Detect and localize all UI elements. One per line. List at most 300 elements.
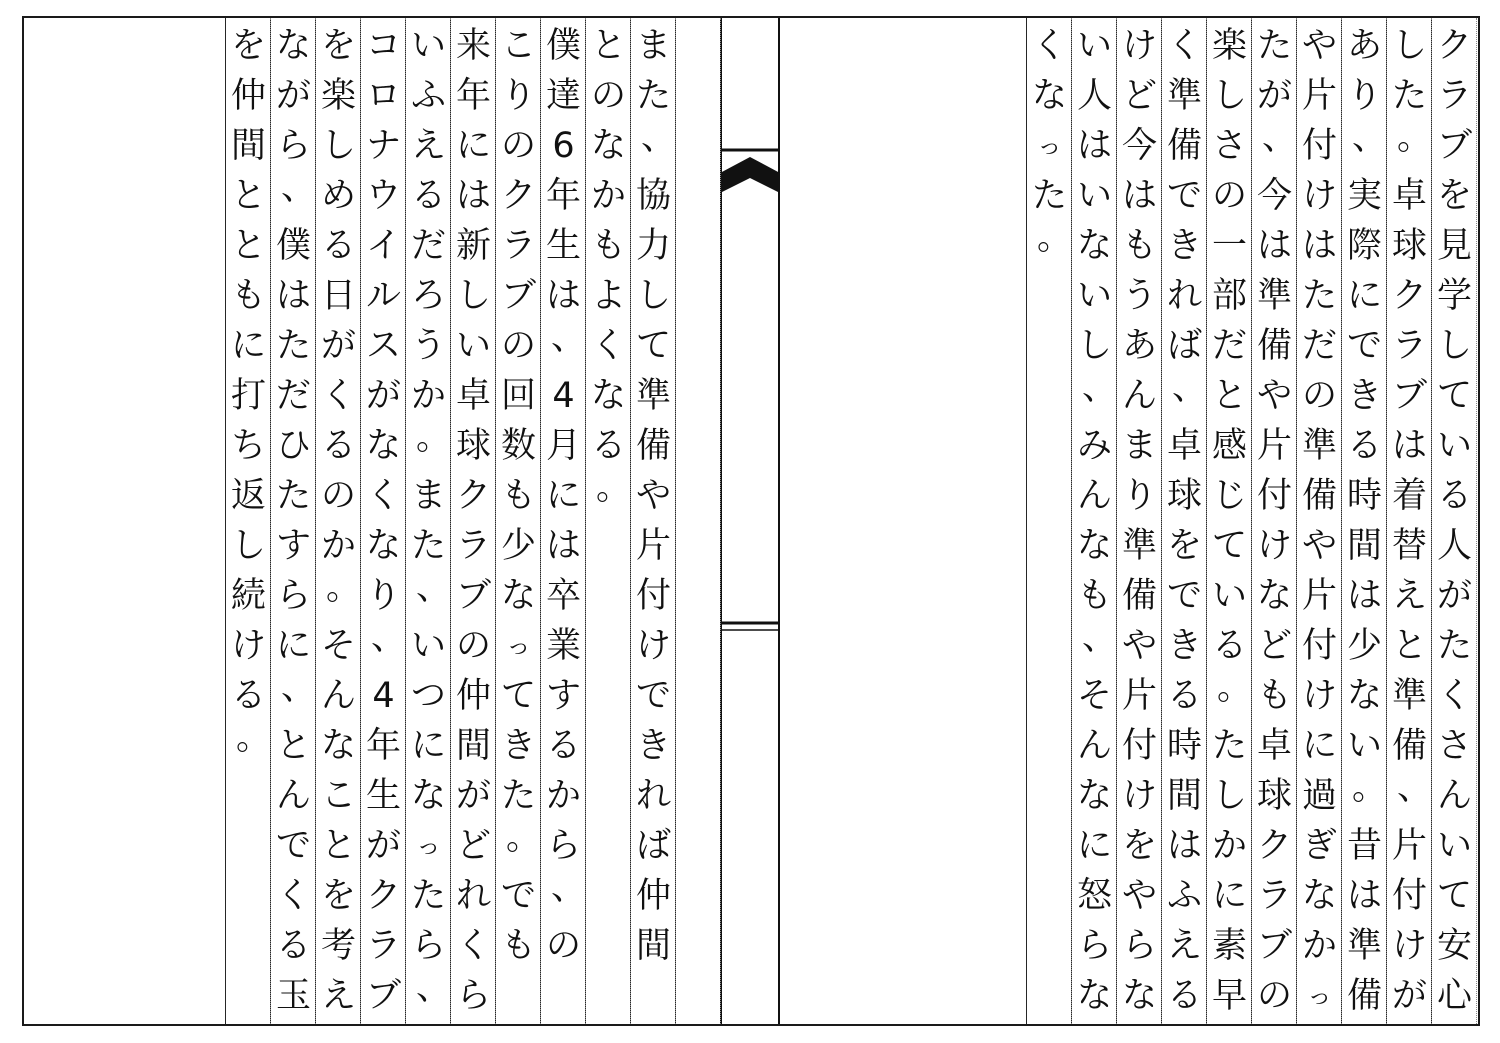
manuscript-cell: が	[1436, 575, 1472, 616]
manuscript-cell: け	[635, 625, 671, 666]
manuscript-cell: し	[1211, 775, 1247, 816]
manuscript-cell: に	[410, 725, 446, 766]
manuscript-cell: な	[500, 575, 536, 616]
manuscript-cell: り	[1121, 475, 1157, 516]
manuscript-cell: ロ	[365, 75, 401, 116]
manuscript-cell: く	[1436, 675, 1472, 716]
manuscript-cell: ぎ	[1301, 825, 1337, 866]
manuscript-cell: 球	[1166, 475, 1202, 516]
manuscript-cell: け	[1301, 175, 1337, 216]
manuscript-cell: そ	[1076, 675, 1112, 716]
manuscript-cell: も	[500, 925, 536, 966]
manuscript-cell: は	[545, 525, 581, 566]
manuscript-cell	[676, 271, 721, 321]
manuscript-cell: に	[230, 325, 266, 366]
manuscript-cell: 片	[1256, 425, 1292, 466]
manuscript-cell: た	[275, 475, 311, 516]
manuscript-cell: 備	[1346, 975, 1382, 1016]
manuscript-cell: し	[1436, 325, 1472, 366]
manuscript-cell: で	[1166, 575, 1202, 616]
manuscript-cell: こ	[320, 775, 356, 816]
manuscript-cell	[226, 921, 271, 971]
manuscript-cell: い	[1076, 175, 1112, 216]
manuscript-cell: た	[1031, 175, 1067, 216]
manuscript-cell: え	[320, 975, 356, 1016]
manuscript-cell: る	[1436, 475, 1472, 516]
manuscript-cell: け	[1391, 925, 1427, 966]
manuscript-cell: ラ	[500, 225, 536, 266]
manuscript-cell	[496, 971, 541, 1021]
manuscript-cell: た	[1211, 725, 1247, 766]
manuscript-cell: り	[365, 575, 401, 616]
manuscript-cell: 着	[1391, 475, 1427, 516]
manuscript-cell: ラ	[1256, 875, 1292, 916]
manuscript-cell: の	[1211, 175, 1247, 216]
manuscript-cell: の	[590, 75, 626, 116]
manuscript-cell: 準	[1391, 675, 1427, 716]
manuscript-cell	[586, 971, 631, 1021]
manuscript-cell	[1027, 821, 1072, 871]
manuscript-cell: 際	[1346, 225, 1382, 266]
manuscript-cell: ま	[410, 475, 446, 516]
manuscript-cell: し	[455, 275, 491, 316]
manuscript-cell	[586, 771, 631, 821]
manuscript-cell: イ	[365, 225, 401, 266]
manuscript-cell: 、	[550, 868, 586, 908]
manuscript-cell: な	[365, 425, 401, 466]
manuscript-cell: の	[500, 325, 536, 366]
manuscript-cell: が	[365, 375, 401, 416]
manuscript-cell: や	[1301, 525, 1337, 566]
manuscript-cell: 備	[1166, 125, 1202, 166]
manuscript-cell	[676, 621, 721, 671]
manuscript-cell: が	[1391, 975, 1427, 1016]
manuscript-cell: ラ	[455, 525, 491, 566]
manuscript-cell: な	[320, 725, 356, 766]
manuscript-cell: 準	[1301, 425, 1337, 466]
manuscript-cell: が	[1256, 75, 1292, 116]
manuscript-cell: に	[1076, 825, 1112, 866]
manuscript-cell: 備	[1391, 725, 1427, 766]
manuscript-cell: は	[275, 275, 311, 316]
manuscript-cell: 備	[1256, 325, 1292, 366]
manuscript-cell: で	[1346, 325, 1382, 366]
manuscript-cell: え	[1391, 575, 1427, 616]
manuscript-cell: や	[635, 475, 671, 516]
manuscript-cell: か	[410, 375, 446, 416]
manuscript-column	[360, 18, 406, 1024]
manuscript-cell	[1027, 871, 1072, 921]
manuscript-cell: 付	[1391, 875, 1427, 916]
manuscript-cell: 付	[1301, 125, 1337, 166]
manuscript-cell: が	[455, 775, 491, 816]
manuscript-cell: 。	[505, 818, 541, 858]
manuscript-cell: る	[320, 425, 356, 466]
manuscript-cell: や	[1256, 375, 1292, 416]
manuscript-cell: 。	[1216, 668, 1252, 708]
manuscript-cell: あ	[1346, 25, 1382, 66]
manuscript-cell	[631, 971, 676, 1021]
manuscript-cell: さ	[1436, 725, 1472, 766]
manuscript-cell	[676, 971, 721, 1021]
manuscript-cell: 。	[1396, 118, 1432, 158]
manuscript-cell: 玉	[275, 975, 311, 1016]
manuscript-cell: く	[1166, 25, 1202, 66]
manuscript-cell: 素	[1211, 925, 1247, 966]
manuscript-cell	[1027, 721, 1072, 771]
manuscript-cell: っ	[416, 832, 441, 860]
manuscript-cell: ク	[365, 875, 401, 916]
manuscript-cell: が	[320, 325, 356, 366]
manuscript-cell: い	[410, 625, 446, 666]
manuscript-cell: っ	[1307, 982, 1332, 1010]
manuscript-cell: や	[1121, 625, 1157, 666]
manuscript-cell: 僕	[545, 25, 581, 66]
manuscript-cell: て	[1436, 375, 1472, 416]
manuscript-column	[1161, 18, 1207, 1024]
manuscript-cell: て	[500, 675, 536, 716]
manuscript-cell: が	[365, 825, 401, 866]
manuscript-cell	[541, 971, 586, 1021]
manuscript-cell: ク	[1391, 275, 1427, 316]
manuscript-cell: み	[1076, 425, 1112, 466]
manuscript-column	[495, 18, 541, 1024]
manuscript-cell: っ	[1037, 132, 1062, 160]
manuscript-cell: ん	[1076, 725, 1112, 766]
manuscript-cell: ス	[365, 325, 401, 366]
manuscript-cell: な	[410, 775, 446, 816]
manuscript-cell: ク	[500, 175, 536, 216]
manuscript-cell: ら	[410, 925, 446, 966]
manuscript-cell: が	[275, 75, 311, 116]
manuscript-cell: と	[230, 175, 266, 216]
manuscript-cell: な	[1256, 575, 1292, 616]
manuscript-cell: ブ	[1391, 375, 1427, 416]
manuscript-cell: に	[275, 625, 311, 666]
manuscript-cell	[586, 571, 631, 621]
manuscript-cell	[676, 321, 721, 371]
manuscript-cell: つ	[410, 675, 446, 716]
manuscript-cell: れ	[455, 875, 491, 916]
manuscript-cell: あ	[1121, 325, 1157, 366]
manuscript-cell: か	[320, 525, 356, 566]
manuscript-cell: る	[1166, 975, 1202, 1016]
manuscript-cell: 備	[1301, 475, 1337, 516]
manuscript-cell: た	[410, 875, 446, 916]
manuscript-cell: 考	[320, 925, 356, 966]
manuscript-cell: た	[410, 525, 446, 566]
manuscript-cell: を	[320, 25, 356, 66]
manuscript-cell: ブ	[1256, 925, 1292, 966]
manuscript-cell: そ	[320, 625, 356, 666]
manuscript-cell	[676, 121, 721, 171]
manuscript-cell: 、	[1081, 368, 1117, 408]
manuscript-cell: い	[1436, 825, 1472, 866]
manuscript-cell: な	[1121, 975, 1157, 1016]
manuscript-cell: た	[275, 325, 311, 366]
manuscript-cell: を	[1121, 825, 1157, 866]
manuscript-cell: け	[1301, 675, 1337, 716]
manuscript-cell	[1027, 521, 1072, 571]
manuscript-cell: く	[1031, 25, 1067, 66]
manuscript-cell: 付	[1301, 625, 1337, 666]
manuscript-cell: う	[1121, 275, 1157, 316]
manuscript-cell	[1027, 271, 1072, 321]
manuscript-cell: 片	[1121, 675, 1157, 716]
manuscript-cell: 僕	[275, 225, 311, 266]
manuscript-cell: 準	[635, 375, 671, 416]
manuscript-cell: 過	[1301, 775, 1337, 816]
manuscript-cell: よ	[590, 275, 626, 316]
manuscript-column	[225, 18, 271, 1024]
manuscript-column	[1386, 18, 1432, 1024]
manuscript-cell: 片	[1391, 825, 1427, 866]
manuscript-cell: 球	[1256, 775, 1292, 816]
manuscript-cell: り	[1346, 75, 1382, 116]
manuscript-cell: に	[455, 125, 491, 166]
manuscript-cell: き	[1166, 625, 1202, 666]
manuscript-cell: 楽	[320, 75, 356, 116]
manuscript-cell: で	[635, 675, 671, 716]
manuscript-cell: 片	[1301, 75, 1337, 116]
manuscript-cell: た	[1301, 275, 1337, 316]
manuscript-cell: 、	[1351, 118, 1387, 158]
manuscript-cell: は	[1076, 125, 1112, 166]
manuscript-cell: 返	[230, 475, 266, 516]
manuscript-cell: れ	[635, 775, 671, 816]
manuscript-cell: ん	[1076, 475, 1112, 516]
manuscript-cell: 打	[230, 375, 266, 416]
manuscript-cell: の	[500, 125, 536, 166]
manuscript-cell: や	[1121, 875, 1157, 916]
manuscript-cell: 続	[230, 575, 266, 616]
manuscript-column	[1116, 18, 1162, 1024]
manuscript-cell: に	[1211, 875, 1247, 916]
manuscript-cell: ま	[1121, 425, 1157, 466]
manuscript-cell	[676, 671, 721, 721]
manuscript-column	[315, 18, 361, 1024]
manuscript-cell: 、	[280, 668, 316, 708]
manuscript-cell: い	[1211, 575, 1247, 616]
manuscript-cell: だ	[1211, 325, 1247, 366]
manuscript-cell: 一	[1211, 225, 1247, 266]
manuscript-column	[405, 18, 451, 1024]
manuscript-cell: 数	[500, 425, 536, 466]
manuscript-cell: 力	[635, 225, 671, 266]
manuscript-cell: な	[1076, 975, 1112, 1016]
manuscript-cell: か	[590, 175, 626, 216]
manuscript-cell: ら	[275, 575, 311, 616]
manuscript-cell: 仲	[455, 675, 491, 716]
manuscript-cell: ん	[320, 675, 356, 716]
manuscript-cell: 怒	[1076, 875, 1112, 916]
manuscript-cell: ど	[1256, 625, 1292, 666]
manuscript-cell: 4	[552, 375, 575, 416]
manuscript-cell: な	[1031, 75, 1067, 116]
manuscript-cell: に	[1346, 275, 1382, 316]
manuscript-cell: だ	[275, 375, 311, 416]
manuscript-cell: き	[635, 725, 671, 766]
manuscript-cell: け	[1121, 25, 1157, 66]
manuscript-cell: で	[275, 825, 311, 866]
manuscript-cell	[226, 771, 271, 821]
manuscript-cell: 時	[1346, 475, 1382, 516]
manuscript-cell: ば	[1166, 325, 1202, 366]
manuscript-cell: 仲	[635, 875, 671, 916]
manuscript-cell: は	[1391, 425, 1427, 466]
manuscript-cell	[676, 571, 721, 621]
manuscript-cell: ど	[1121, 75, 1157, 116]
manuscript-cell: と	[590, 25, 626, 66]
manuscript-cell: は	[545, 275, 581, 316]
manuscript-cell: す	[545, 675, 581, 716]
manuscript-cell: 備	[635, 425, 671, 466]
manuscript-cell: ら	[1121, 925, 1157, 966]
manuscript-cell: ら	[455, 975, 491, 1016]
manuscript-cell: だ	[410, 225, 446, 266]
manuscript-cell: 生	[365, 775, 401, 816]
manuscript-cell: し	[320, 125, 356, 166]
manuscript-cell: ブ	[500, 275, 536, 316]
manuscript-cell: 卓	[1256, 725, 1292, 766]
manuscript-cell	[1027, 471, 1072, 521]
manuscript-cell: 。	[595, 468, 631, 508]
manuscript-cell: な	[1301, 875, 1337, 916]
manuscript-cell: ク	[1256, 825, 1292, 866]
manuscript-cell: け	[1256, 525, 1292, 566]
manuscript-cell	[226, 971, 271, 1021]
manuscript-cell: ル	[365, 275, 401, 316]
manuscript-cell: を	[1166, 525, 1202, 566]
manuscript-cell	[1027, 771, 1072, 821]
manuscript-cell: 間	[635, 925, 671, 966]
manuscript-cell: く	[455, 925, 491, 966]
manuscript-cell: 、	[1261, 118, 1297, 158]
manuscript-cell: な	[365, 525, 401, 566]
manuscript-cell: 実	[1346, 175, 1382, 216]
manuscript-cell: け	[230, 625, 266, 666]
manuscript-cell: 間	[230, 125, 266, 166]
manuscript-cell: の	[455, 625, 491, 666]
manuscript-cell: 早	[1211, 975, 1247, 1016]
manuscript-cell: 生	[545, 225, 581, 266]
manuscript-cell: い	[410, 25, 446, 66]
manuscript-cell: か	[1301, 925, 1337, 966]
manuscript-column	[450, 18, 496, 1024]
manuscript-cell: ら	[275, 125, 311, 166]
manuscript-cell: 、	[1171, 368, 1207, 408]
manuscript-cell: 卓	[455, 375, 491, 416]
manuscript-column	[270, 18, 316, 1024]
manuscript-cell	[1027, 971, 1072, 1021]
manuscript-cell: 球	[1391, 225, 1427, 266]
manuscript-cell: 間	[1346, 525, 1382, 566]
manuscript-cell	[226, 871, 271, 921]
manuscript-cell: く	[590, 325, 626, 366]
manuscript-cell: ふ	[1166, 875, 1202, 916]
manuscript-cell: ク	[455, 475, 491, 516]
manuscript-cell: る	[1346, 425, 1382, 466]
manuscript-cell	[586, 521, 631, 571]
manuscript-cell	[586, 871, 631, 921]
manuscript-cell: ば	[635, 825, 671, 866]
manuscript-cell: し	[1391, 25, 1427, 66]
manuscript-cell: な	[275, 25, 311, 66]
manuscript-cell: の	[1256, 975, 1292, 1016]
manuscript-cell: る	[1211, 625, 1247, 666]
manuscript-cell: 。	[1036, 218, 1072, 258]
manuscript-cell: ら	[545, 825, 581, 866]
manuscript-cell: な	[590, 125, 626, 166]
manuscript-cell: 月	[545, 425, 581, 466]
manuscript-cell: し	[1076, 325, 1112, 366]
manuscript-cell: 年	[545, 175, 581, 216]
manuscript-cell: 、	[1396, 768, 1432, 808]
manuscript-cell: ブ	[1436, 125, 1472, 166]
manuscript-cell: う	[410, 325, 446, 366]
manuscript-cell: も	[1121, 225, 1157, 266]
manuscript-cell: 間	[1166, 775, 1202, 816]
manuscript-cell: 替	[1391, 525, 1427, 566]
manuscript-cell: 年	[365, 725, 401, 766]
manuscript-cell: と	[320, 825, 356, 866]
manuscript-cell: 来	[455, 25, 491, 66]
manuscript-cell	[676, 421, 721, 471]
manuscript-cell: 準	[1256, 275, 1292, 316]
manuscript-cell: し	[1211, 75, 1247, 116]
manuscript-cell: ん	[1121, 375, 1157, 416]
manuscript-cell: 感	[1211, 425, 1247, 466]
manuscript-cell: 仲	[230, 75, 266, 116]
manuscript-cell: コ	[365, 25, 401, 66]
manuscript-cell: 卒	[545, 575, 581, 616]
manuscript-cell: 回	[500, 375, 536, 416]
manuscript-cell: 心	[1436, 975, 1472, 1016]
manuscript-cell: ん	[275, 775, 311, 816]
manuscript-cell: ろ	[410, 275, 446, 316]
manuscript-cell: い	[1076, 25, 1112, 66]
manuscript-cell: ま	[635, 25, 671, 66]
manuscript-cell: 。	[325, 568, 361, 608]
manuscript-cell: ブ	[455, 575, 491, 616]
manuscript-cell: し	[635, 275, 671, 316]
manuscript-cell: 少	[500, 525, 536, 566]
manuscript-cell: い	[455, 325, 491, 366]
manuscript-cell: 業	[545, 625, 581, 666]
manuscript-cell	[1027, 321, 1072, 371]
manuscript-cell: と	[1211, 375, 1247, 416]
manuscript-cell: の	[545, 925, 581, 966]
manuscript-cell	[676, 171, 721, 221]
manuscript-cell: か	[545, 775, 581, 816]
manuscript-cell: ク	[1436, 25, 1472, 66]
manuscript-cell	[676, 521, 721, 571]
manuscript-cell	[586, 921, 631, 971]
manuscript-column	[630, 18, 676, 1024]
manuscript-cell: た	[1256, 25, 1292, 66]
manuscript-cell: 日	[320, 275, 356, 316]
manuscript-cell: ど	[455, 825, 491, 866]
manuscript-cell	[1027, 421, 1072, 471]
manuscript-cell: じ	[1211, 475, 1247, 516]
manuscript-cell: さ	[1211, 125, 1247, 166]
manuscript-cell: 片	[635, 525, 671, 566]
manuscript-cell: ナ	[365, 125, 401, 166]
manuscript-column	[540, 18, 586, 1024]
manuscript-cell: な	[1346, 675, 1382, 716]
manuscript-cell: た	[1391, 75, 1427, 116]
manuscript-cell: け	[1121, 775, 1157, 816]
